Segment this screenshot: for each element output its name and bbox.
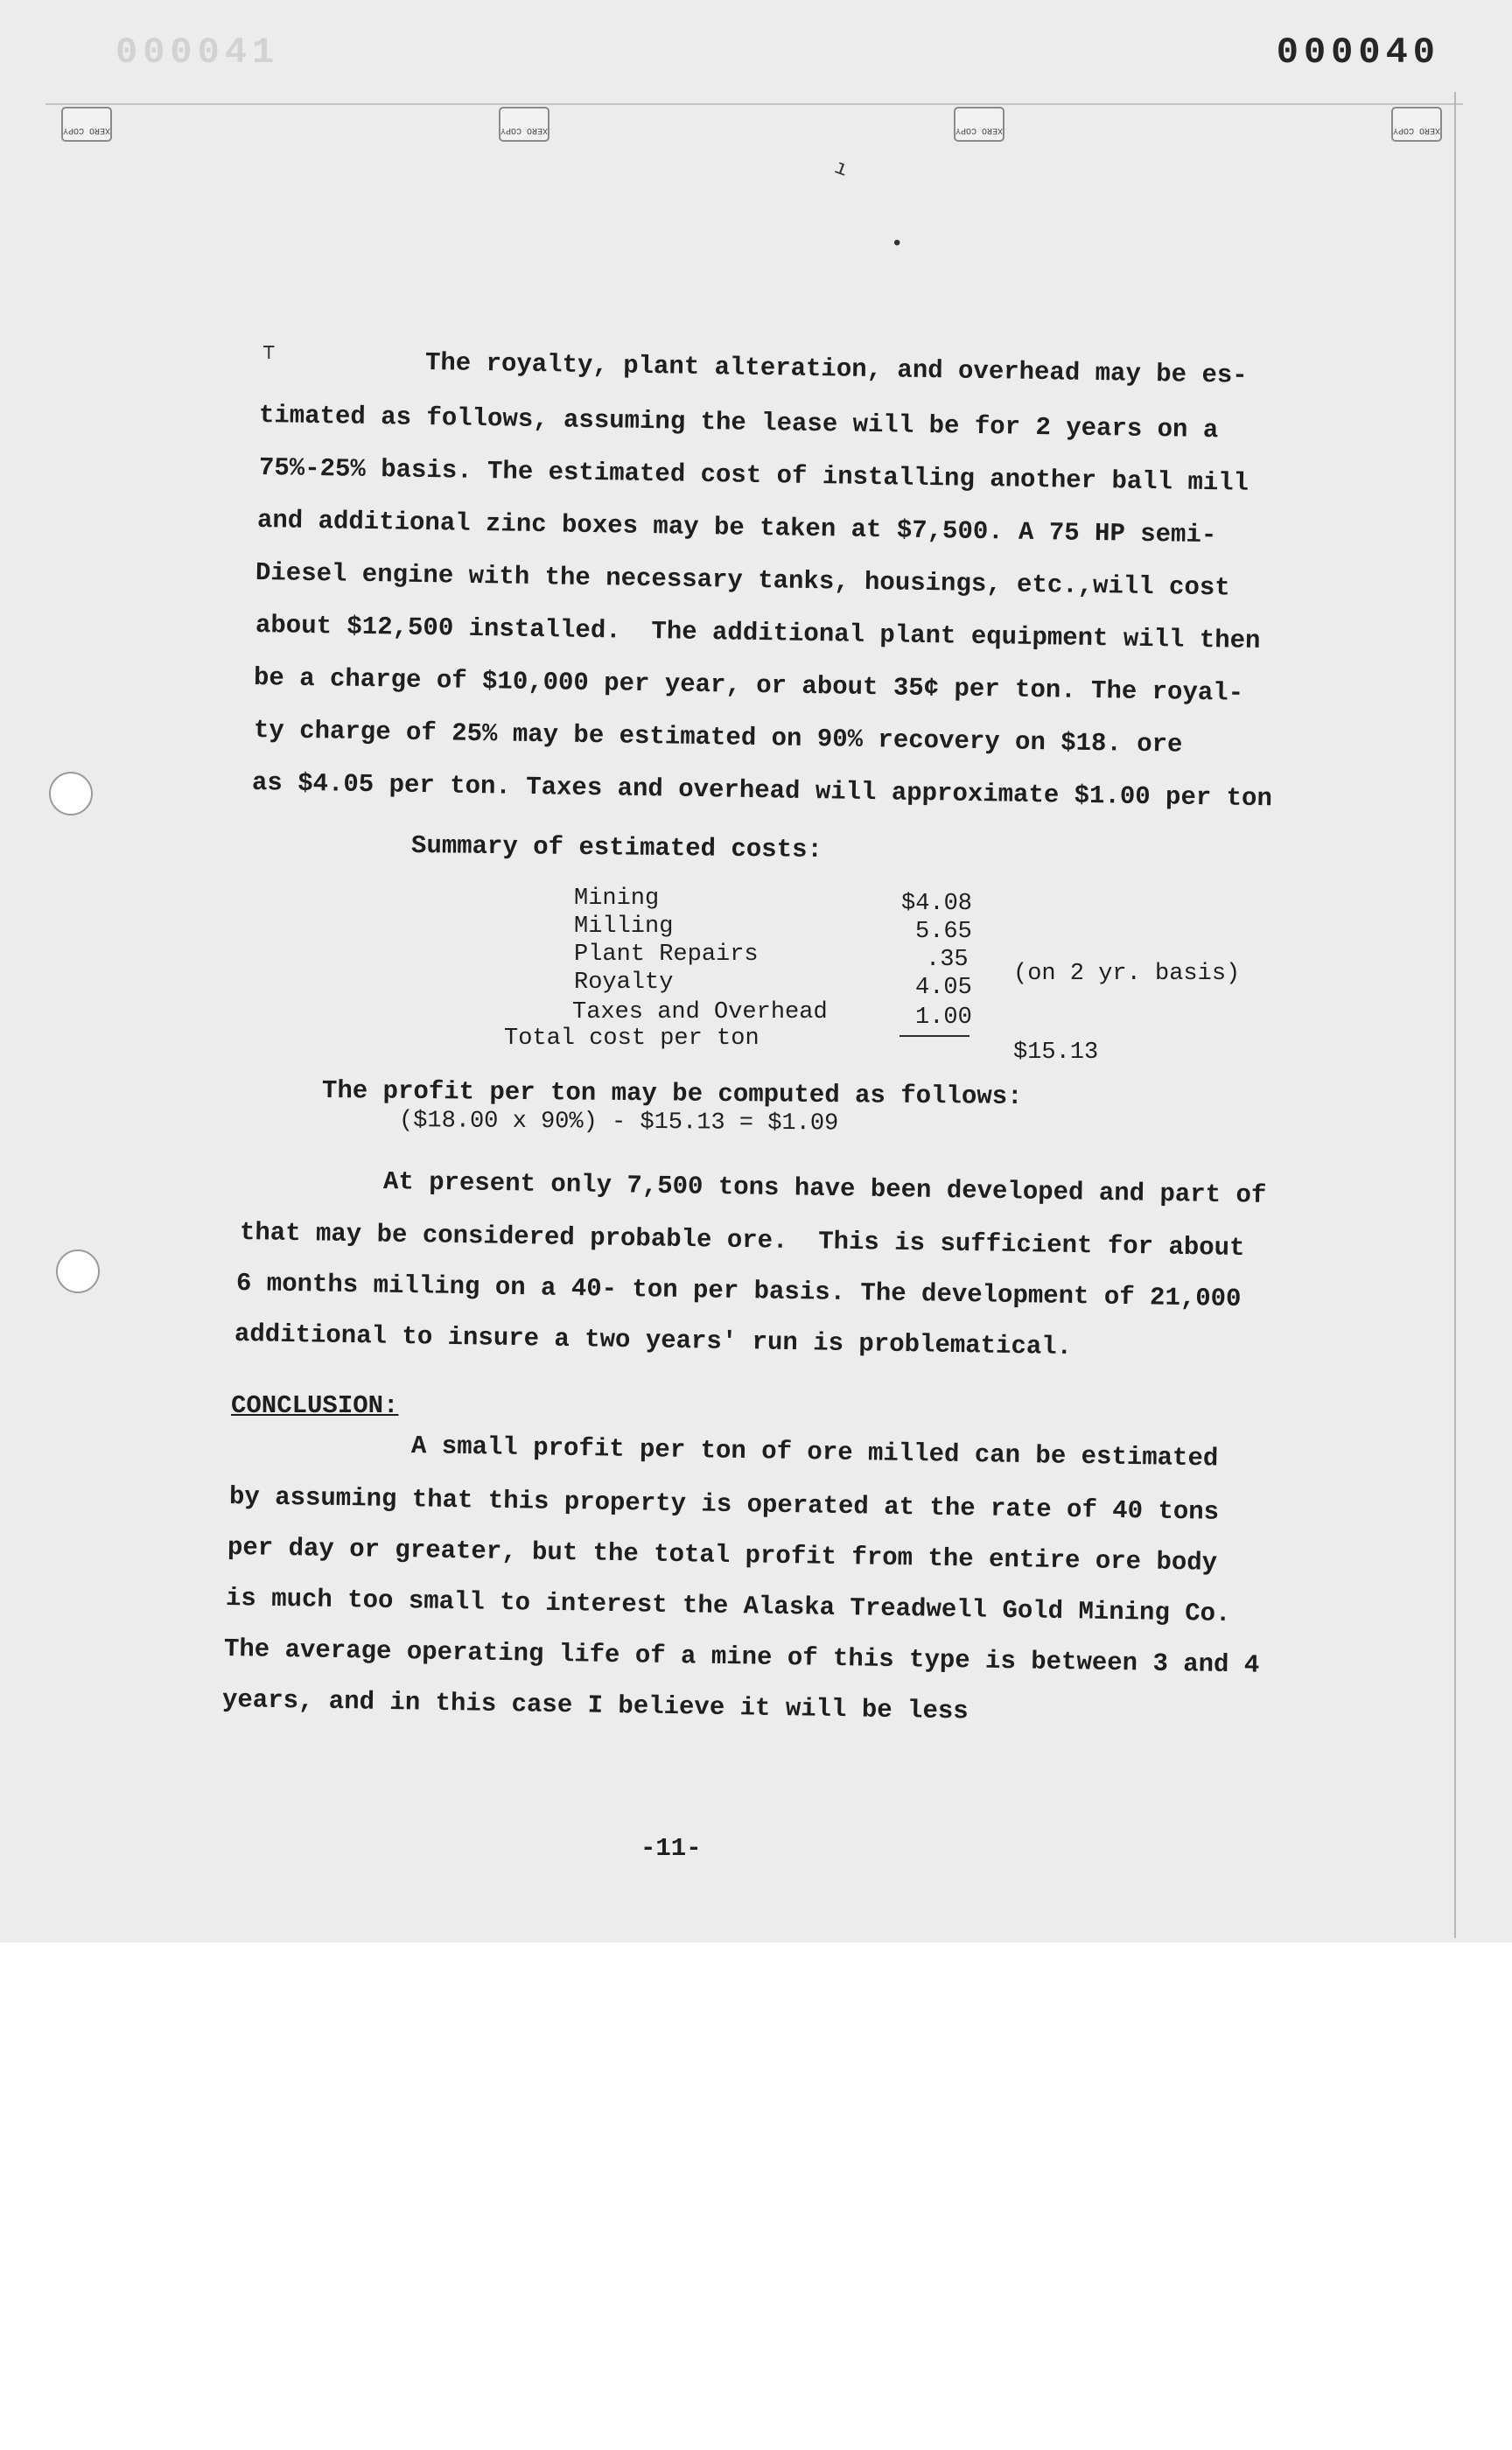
paragraph-line: years, and in this case I believe it will be less [221, 1685, 969, 1726]
cost-value: 5.65 [915, 919, 972, 945]
xero-copy-stamp: XERO COPY [61, 107, 112, 142]
cost-value: .35 [926, 947, 969, 973]
paragraph-line: that may be considered probable ore. This is sufficient for about [239, 1218, 1245, 1264]
punch-hole [56, 1250, 100, 1293]
paragraph-line: as $4.05 per ton. Taxes and overhead will approximate $1.00 per ton [251, 768, 1273, 814]
paragraph-line: The average operating life of a mine of this type is between 3 and 4 [223, 1634, 1260, 1680]
cost-value: 1.00 [915, 1004, 972, 1031]
summary-heading: Summary of estimated costs: [410, 831, 823, 864]
cost-label: Plant Repairs [574, 942, 759, 968]
paragraph-line: timated as follows, assuming the lease will be for 2 years on a [258, 401, 1219, 445]
faded-page-stamp: 000041 [116, 32, 280, 74]
xero-copy-stamp: XERO COPY [499, 107, 550, 142]
paragraph-line: 75%-25% basis. The estimated cost of installing another ball mill [258, 453, 1250, 498]
stray-mark: ⊤ [262, 342, 276, 366]
cost-label: Mining [574, 886, 660, 912]
profit-line: The profit per ton may be computed as follows: [321, 1076, 1023, 1111]
paragraph-line: by assuming that this property is operated at the rate of 40 tons [228, 1482, 1220, 1527]
paragraph-line: A small profit per ton of ore milled can be estimated [410, 1432, 1219, 1474]
total-value: $15.13 [1013, 1040, 1099, 1066]
cost-label: Taxes and Overhead [572, 999, 828, 1026]
paragraph-line: ty charge of 25% may be estimated on 90% recovery on $18. ore [253, 716, 1183, 760]
stray-mark: • [891, 233, 904, 256]
xero-copy-stamp: XERO COPY [954, 107, 1004, 142]
page-number-stamp: 000040 [1276, 32, 1440, 74]
paragraph-line: The royalty, plant alteration, and overhead may be es- [424, 348, 1248, 390]
paragraph-line: per day or greater, but the total profit from the entire ore body [227, 1533, 1218, 1578]
page-right-edge [1454, 92, 1456, 1938]
cost-note: (on 2 yr. basis) [1013, 961, 1241, 987]
paragraph-line: Diesel engine with the necessary tanks, housings, etc.,will cost [255, 558, 1230, 603]
paragraph-line: and additional zinc boxes may be taken at $7,500. A 75 HP semi- [256, 506, 1217, 550]
cost-value: $4.08 [901, 891, 973, 917]
xero-copy-stamp: XERO COPY [1391, 107, 1442, 142]
profit-formula: ($18.00 x 90%) - $15.13 = $1.09 [398, 1108, 839, 1138]
paragraph-line: be a charge of $10,000 per year, or about 35¢ per ton. The royal- [253, 663, 1244, 708]
paragraph-line: additional to insure a two years' run is problematical. [234, 1320, 1073, 1362]
page-footer-number: -11- [640, 1834, 702, 1863]
conclusion-heading: CONCLUSION: [231, 1391, 399, 1420]
cost-label: Milling [574, 914, 674, 940]
paragraph-line: is much too small to interest the Alaska Treadwell Gold Mining Co. [225, 1584, 1231, 1629]
page-top-edge [46, 103, 1463, 105]
cost-value: 4.05 [915, 975, 972, 1001]
cost-label: Royalty [574, 970, 674, 996]
sum-rule [900, 1035, 970, 1037]
paragraph-line: 6 months milling on a 40- ton per basis. The development of 21,000 [235, 1269, 1242, 1314]
total-label: Total cost per ton [504, 1026, 760, 1052]
punch-hole [49, 772, 93, 816]
stray-mark: ı [830, 156, 851, 183]
paragraph-line: about $12,500 installed. The additional plant equipment will then [255, 611, 1261, 656]
paragraph-line: At present only 7,500 tons have been developed and part of [382, 1167, 1267, 1210]
